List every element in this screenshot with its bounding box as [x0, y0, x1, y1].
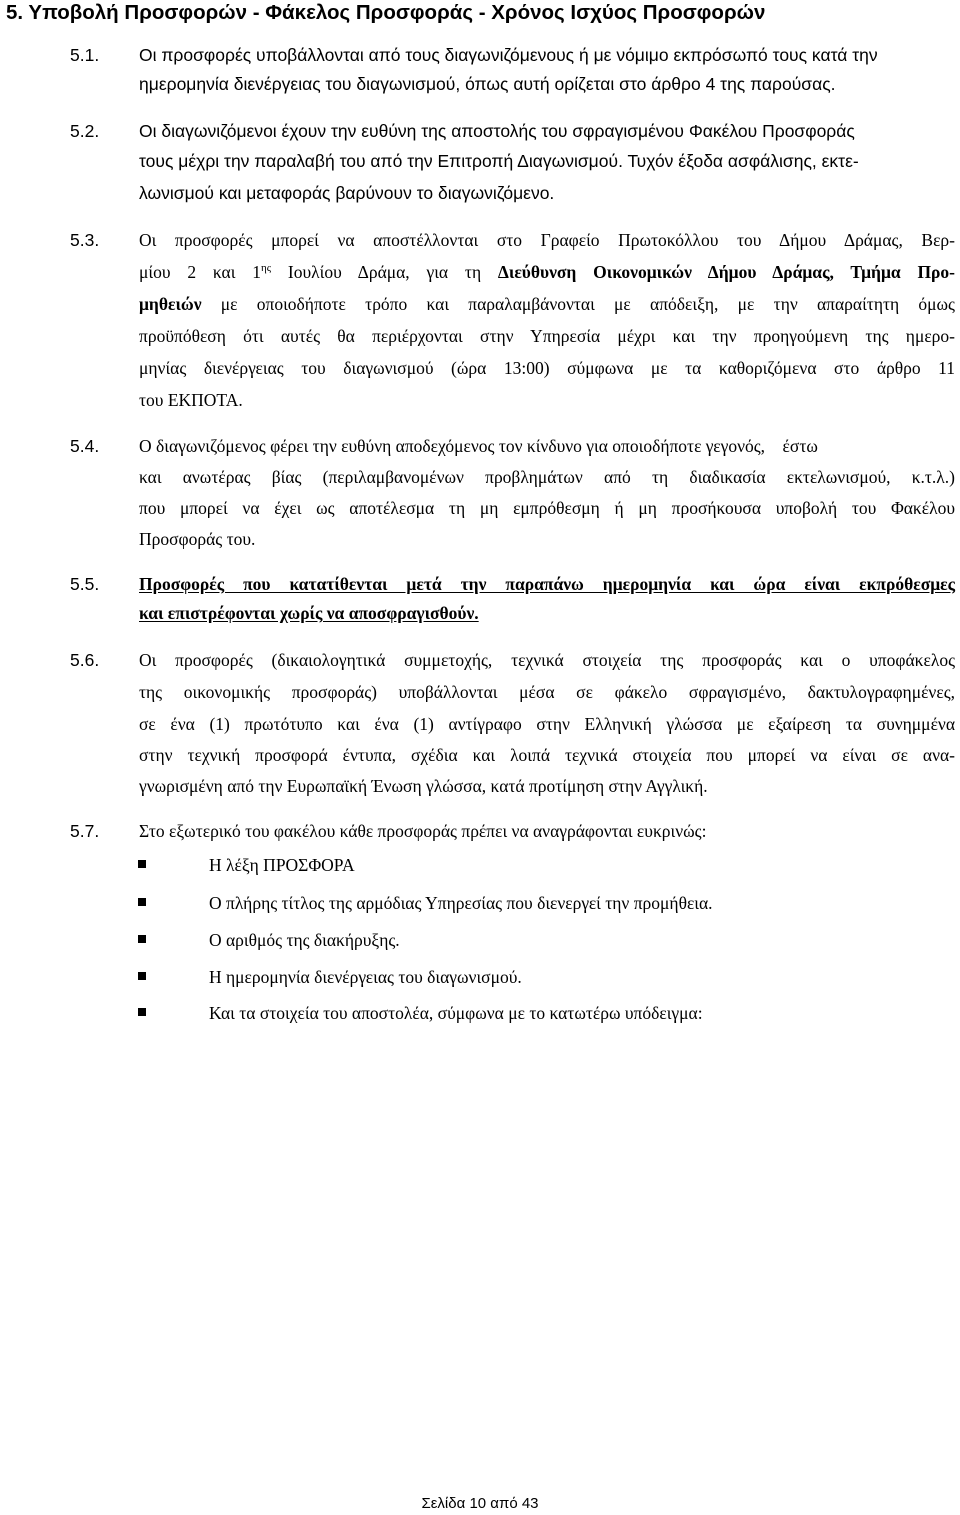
text-span: μίου 2 και 1: [139, 262, 261, 282]
clause-number: 5.7.: [70, 821, 100, 841]
list-item: Η λέξη ΠΡΟΣΦΟΡΑ: [209, 855, 355, 875]
clause-5-6-line-5: γνωρισμένη από την Ευρωπαϊκή Ένωση γλώσσα, κατά προτίμηση στην Αγγλική.: [139, 776, 708, 796]
list-item: Ο αριθμός της διακήρυξης.: [209, 930, 400, 950]
clause-5-2-line-3: λωνισμού και μεταφοράς βαρύνουν το διαγωνιζόμενο.: [139, 183, 555, 203]
clause-number: 5.6.: [70, 650, 100, 670]
list-item: Ο πλήρης τίτλος της αρμόδιας Υπηρεσίας που διενεργεί την προμήθεια.: [209, 893, 713, 913]
clause-5-2-line-2: τους μέχρι την παραλαβή του από την Επιτροπή Διαγωνισμού. Τυχόν έξοδα ασφάλισης, εκτε-: [139, 151, 859, 171]
clause-5-3-line-3: [139, 292, 955, 316]
section-heading: 5. Υποβολή Προσφορών - Φάκελος Προσφοράς - Χρόνος Ισχύος Προσφορών: [6, 1, 766, 24]
clause-5-5-line-1: Προσφορές που κατατίθενται μετά την παραπάνω ημερομηνία και ώρα είναι εκπρόθεσμες: [139, 574, 955, 594]
clause-5-6-line-3: σε ένα (1) πρωτότυπο και ένα (1) αντίγραφο στην Ελληνική γλώσσα με εξαίρεση τα συνημμένα: [139, 714, 955, 734]
clause-5-2-line-1: Οι διαγωνιζόμενοι έχουν την ευθύνη της αποστολής του σφραγισμένου Φακέλου Προσφοράς: [139, 121, 855, 141]
clause-5-3-line-1: Οι προσφορές μπορεί να αποστέλλονται στο Γραφείο Πρωτοκόλλου του Δήμου Δράμας, Βερ-: [139, 230, 955, 250]
list-item: Η ημερομηνία διενέργειας του διαγωνισμού.: [209, 967, 522, 987]
clause-5-6-line-1: Οι προσφορές (δικαιολογητικά συμμετοχής, τεχνικά στοιχεία της προσφοράς και ο υποφάκελος: [139, 650, 955, 670]
clause-5-1-line-1: Οι προσφορές υποβάλλονται από τους διαγωνιζόμενους ή με νόμιμο εκπρόσωπό τους κατά την: [139, 45, 878, 65]
square-bullet-icon: [138, 1008, 146, 1016]
square-bullet-icon: [138, 972, 146, 980]
clause-5-3-line-5: μηνίας διενέργειας του διαγωνισμού (ώρα 13:00) σύμφωνα με τα καθοριζόμενα στο άρθρο 11: [139, 358, 955, 378]
clause-number: 5.4.: [70, 436, 100, 456]
text-span: με οποιοδήποτε τρόπο και παραλαμβάνονται με απόδειξη, με την απαραίτητη όμως: [201, 294, 955, 314]
superscript: ης: [260, 262, 272, 274]
clause-5-3-line-6: του ΕΚΠΟΤΑ.: [139, 390, 243, 410]
clause-5-4-line-3: που μπορεί να έχει ως αποτέλεσμα τη μη εμπρόθεσμη ή μη προσήκουσα υποβολή του Φακέλου: [139, 498, 955, 518]
square-bullet-icon: [138, 935, 146, 943]
clause-number: 5.5.: [70, 574, 100, 594]
list-item: Και τα στοιχεία του αποστολέα, σύμφωνα με το κατωτέρω υπόδειγμα:: [209, 1003, 703, 1023]
bold-text: Διεύθυνση Οικονομικών Δήμου Δράμας, Τμήμα Προ-: [497, 262, 955, 282]
clause-5-5-line-2: και επιστρέφονται χωρίς να αποσφραγισθούν.: [139, 603, 479, 623]
clause-5-1-line-2: ημερομηνία διενέργειας του διαγωνισμού, όπως αυτή ορίζεται στο άρθρο 4 της παρούσας.: [139, 74, 836, 94]
clause-number: 5.2.: [70, 121, 100, 141]
clause-5-3-line-2: [139, 260, 955, 284]
clause-number: 5.3.: [70, 230, 100, 250]
square-bullet-icon: [138, 860, 146, 868]
clause-number: 5.1.: [70, 45, 100, 65]
clause-5-4-line-1: Ο διαγωνιζόμενος φέρει την ευθύνη αποδεχόμενος τον κίνδυνο για οποιοδήποτε γεγονός, έστω: [139, 436, 818, 456]
clause-5-7-line-1: Στο εξωτερικό του φακέλου κάθε προσφοράς πρέπει να αναγράφονται ευκρινώς:: [139, 821, 707, 841]
clause-5-3-line-4: προϋπόθεση ότι αυτές θα περιέρχονται στην Υπηρεσία μέχρι και την προηγούμενη της ημερο-: [139, 326, 955, 346]
square-bullet-icon: [138, 898, 146, 906]
bold-text: μηθειών: [139, 294, 202, 314]
page-footer: Σελίδα 10 από 43: [421, 1495, 539, 1512]
clause-5-4-line-4: Προσφοράς του.: [139, 529, 256, 549]
clause-5-4-line-2: και ανωτέρας βίας (περιλαμβανομένων προβλημάτων από τη διαδικασία εκτελωνισμού, κ.τ.λ.): [139, 467, 955, 487]
text-span: Ιουλίου Δράμα, για τη: [271, 262, 498, 282]
clause-5-6-line-2: της οικονομικής προσφοράς) υποβάλλονται μέσα σε φάκελο σφραγισμένο, δακτυλογραφημένες,: [139, 682, 955, 702]
clause-5-6-line-4: στην τεχνική προσφορά έντυπα, σχέδια και λοιπά τεχνικά στοιχεία που μπορεί να είναι σε ανα-: [139, 745, 955, 765]
